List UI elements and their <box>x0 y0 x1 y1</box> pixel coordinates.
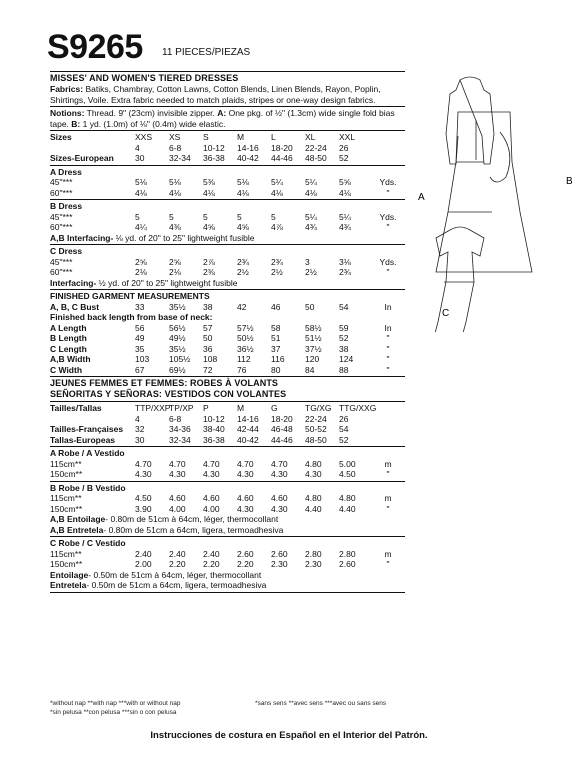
robe-a-metres-cell: 5.00 <box>339 458 356 469</box>
tallas-europeas-cell: 30 <box>135 434 145 445</box>
a-yardage-label: 60"*** <box>50 187 73 198</box>
robe-c-metres-cell: 2.40 <box>135 548 152 559</box>
length-row <box>50 354 405 365</box>
a-yardage-unit: " <box>386 187 390 198</box>
robe-b-metres-cell: 4.40 <box>339 503 356 514</box>
robe-b-metres-cell: 4.60 <box>169 493 186 503</box>
robe-c-heading: C Robe / C Vestido <box>50 538 126 548</box>
a-yardage-cell: 4⅛ <box>237 187 249 198</box>
length-row <box>50 323 405 334</box>
robe-a-metres-unit: " <box>386 469 390 479</box>
c-yardage-cell: 2⅛ <box>169 267 181 277</box>
a-yardage-cell: 4⅛ <box>305 187 317 198</box>
robe-a-metres-label: 150cm** <box>50 469 83 479</box>
a-yardage-cell: 5⅛ <box>135 177 147 187</box>
robe-c-metres-label: 115cm** <box>50 548 82 559</box>
tallas-num-cell: 18-20 <box>271 413 293 424</box>
c-yardage-cell: 2⅝ <box>169 256 181 267</box>
yardage-chart <box>50 70 405 594</box>
b-yardage-cell: 5 <box>271 211 276 222</box>
c-yardage-cell: 2¾ <box>237 256 249 267</box>
length-unit: " <box>386 333 390 343</box>
tallas-europeas-row <box>50 435 405 446</box>
b-yardage-unit: Yds. <box>379 211 397 222</box>
robe-c-metres-cell: 2.60 <box>271 548 288 559</box>
sizes-label: Sizes <box>50 132 72 142</box>
robe-c-metres-cell: 2.80 <box>305 548 322 559</box>
robe-b-metres-row <box>50 504 405 515</box>
ab-entretela: A,B Entretela- 0.80m de 51cm a 64cm, ligera, termoadhesiva <box>50 524 284 535</box>
ab-interfacing: A,B Interfacing- ⅛ yd. of 20" to 25" lightweight fusible <box>50 232 255 243</box>
label-a: A <box>418 192 425 203</box>
length-cell: 124 <box>339 354 354 364</box>
a-yardage-row <box>50 177 405 188</box>
view-c-heading: C Dress <box>50 246 83 256</box>
length-cell: 37½ <box>305 343 322 354</box>
tallas-num-cell: 6-8 <box>169 413 182 424</box>
view-b-heading: B Dress <box>50 201 83 211</box>
b-yardage-cell: 5¼ <box>305 211 317 222</box>
robe-b-metres-cell: 3.90 <box>135 503 152 514</box>
tailles-francaises-cell: 38-40 <box>203 424 225 434</box>
tailles-francaises-cell: 32 <box>135 424 145 434</box>
robe-b-metres-cell: 4.60 <box>203 493 220 503</box>
length-cell: 56 <box>135 322 145 333</box>
length-label: C Length <box>50 343 87 354</box>
a-yardage-cell: 4⅛ <box>339 187 351 198</box>
finished-measurements-heading: FINISHED GARMENT MEASUREMENTS <box>50 291 210 301</box>
length-cell: 103 <box>135 354 150 364</box>
robe-c-metres-label: 150cm** <box>50 559 83 569</box>
robe-c-metres-cell: 2.30 <box>271 559 288 569</box>
dress-illustrations <box>408 72 578 332</box>
sizes-european-cell: 30 <box>135 153 145 163</box>
view-a-heading: A Dress <box>50 166 82 177</box>
sizes-european-cell: 36-38 <box>203 153 225 163</box>
robe-a-metres-row <box>50 469 405 480</box>
robe-c-metres-cell: 2.60 <box>237 548 254 559</box>
robe-b-metres-cell: 4.60 <box>271 493 288 503</box>
sizes-num-cell: 22-24 <box>305 142 327 153</box>
tailles-francaises-cell: 42-44 <box>237 424 259 434</box>
length-unit: " <box>386 343 390 354</box>
robe-b-metres-cell: 4.60 <box>237 493 254 503</box>
tailles-francaises-cell: 54 <box>339 424 349 434</box>
sizes-num-cell: 6-8 <box>169 142 182 153</box>
length-cell: 56½ <box>169 322 186 333</box>
b-yardage-unit: " <box>386 222 390 232</box>
c-yardage-unit: " <box>386 267 390 277</box>
sizes-european-cell: 40-42 <box>237 153 259 163</box>
sizes-num-cell: 26 <box>339 142 349 153</box>
robe-a-metres-cell: 4.30 <box>135 469 152 479</box>
c-yardage-cell: 3⅛ <box>339 256 351 267</box>
tailles-francaises-label: Tailles-Françaises <box>50 424 124 434</box>
sizes-european-cell: 44-46 <box>271 153 293 163</box>
a-yardage-cell: 4⅛ <box>203 187 215 198</box>
robe-c-metres-cell: 2.30 <box>305 559 322 569</box>
length-cell: 76 <box>237 364 247 375</box>
a-yardage-label: 45"*** <box>50 177 73 187</box>
length-unit: " <box>386 364 390 375</box>
tallas-cell: TTP/XXP <box>135 403 171 413</box>
sizes-european-label: Sizes-European <box>50 153 114 163</box>
robe-c-metres-cell: 2.40 <box>169 548 186 559</box>
robe-b-metres-cell: 4.50 <box>135 493 152 503</box>
sizes-num-cell: 4 <box>135 142 140 153</box>
robe-a-metres-unit: m <box>384 458 392 469</box>
b-yardage-cell: 4¾ <box>305 222 317 232</box>
robe-a-metres-label: 115cm** <box>50 458 82 469</box>
footnote-spanish: *sin pelusa **con pelusa ***sin o con pelusa <box>50 709 177 716</box>
b-yardage-cell: 5 <box>203 211 208 222</box>
a-yardage-cell: 5⅝ <box>339 177 351 187</box>
c-yardage-cell: 2⅛ <box>135 267 147 277</box>
a-yardage-cell: 4⅛ <box>271 187 283 198</box>
tailles-francaises-row <box>50 424 405 435</box>
sizes-num-cell: 18-20 <box>271 142 293 153</box>
length-cell: 36½ <box>237 343 254 354</box>
length-cell: 80 <box>271 364 281 375</box>
c-yardage-cell: 2⅜ <box>203 267 215 277</box>
robe-a-metres-cell: 4.70 <box>237 458 254 469</box>
length-cell: 84 <box>305 364 315 375</box>
length-cell: 35 <box>135 343 145 354</box>
tallas-europeas-cell: 44-46 <box>271 434 293 445</box>
length-cell: 72 <box>203 364 213 375</box>
robe-c-metres-cell: 2.20 <box>169 559 186 569</box>
tallas-cell: TG/XG <box>305 403 332 413</box>
sizes-european-row <box>50 153 405 164</box>
length-cell: 116 <box>271 354 285 364</box>
a-yardage-row <box>50 188 405 199</box>
robe-b-metres-cell: 4.00 <box>203 503 220 514</box>
a-yardage-cell: 5⅜ <box>203 177 215 187</box>
bust-cell: 33 <box>135 301 145 312</box>
bust-cell: 46 <box>271 301 281 312</box>
tallas-cell: TP/XP <box>169 403 194 413</box>
sizes-european-cell: 48-50 <box>305 153 327 163</box>
tallas-europeas-cell: 32-34 <box>169 434 191 445</box>
b-yardage-row <box>50 222 405 233</box>
robe-b-metres-cell: 4.30 <box>271 503 288 514</box>
notions-paragraph: Notions: Thread. 9" (23cm) invisible zipper. A: One pkg. of ½" (1.3cm) wide single fold bias tape. B: 1 yd. (1.0m) of ⅛" (0.4m) wide elastic. <box>50 108 395 129</box>
sizes-cell: XL <box>305 132 316 142</box>
tallas-europeas-label: Tallas-Europeas <box>50 434 116 445</box>
c-entretela: Entretela- 0.50m de 51cm a 64cm, ligera, termoadhesiva <box>50 580 267 590</box>
c-yardage-row <box>50 257 405 268</box>
sizes-european-cell: 32-34 <box>169 153 191 163</box>
tallas-num-label <box>50 414 135 425</box>
english-title: MISSES' AND WOMEN'S TIERED DRESSES <box>50 73 239 83</box>
c-entoilage: Entoilage- 0.50m de 51cm à 64cm, léger, thermocollant <box>50 569 262 580</box>
length-row <box>50 365 405 376</box>
a-yardage-unit: Yds. <box>379 177 397 187</box>
length-row <box>50 344 405 355</box>
length-cell: 35½ <box>169 343 186 354</box>
length-cell: 88 <box>339 364 349 375</box>
c-yardage-cell: 2⅝ <box>135 256 147 267</box>
length-cell: 69½ <box>169 364 186 375</box>
c-interfacing: Interfacing- ½ yd. of 20" to 25" lightweight fusible <box>50 277 238 288</box>
b-yardage-cell: 4⅝ <box>203 222 215 232</box>
c-yardage-cell: 2¾ <box>339 267 351 277</box>
label-c: C <box>442 308 450 319</box>
length-cell: 112 <box>237 354 251 364</box>
length-cell: 49½ <box>169 333 186 343</box>
b-yardage-cell: 5 <box>237 211 242 222</box>
spanish-title-1: JEUNES FEMMES ET FEMMES: ROBES À VOLANTS <box>50 378 279 388</box>
b-yardage-cell: 4⅝ <box>237 222 249 232</box>
tallas-num-cell: 14-16 <box>237 413 259 424</box>
tallas-label: Tailles/Tallas <box>50 403 102 413</box>
b-yardage-cell: 4¼ <box>135 222 147 232</box>
length-cell: 120 <box>305 354 320 364</box>
a-yardage-cell: 5⅛ <box>237 177 249 187</box>
robe-c-metres-cell: 2.20 <box>237 559 254 569</box>
tallas-num-cell: 22-24 <box>305 413 327 424</box>
robe-c-metres-cell: 2.60 <box>339 559 356 569</box>
footnote-french: *sans sens **avec sens ***avec ou sans sens <box>255 700 387 707</box>
sizes-cell: S <box>203 132 209 142</box>
spanish-instructions-note: Instrucciones de costura en Español en el Interior del Patrón. <box>150 730 428 741</box>
robe-c-metres-unit: m <box>384 548 392 559</box>
sizes-row <box>50 132 405 143</box>
sizes-cell: XXL <box>339 132 356 142</box>
length-cell: 57½ <box>237 322 254 333</box>
length-cell: 50½ <box>237 333 254 343</box>
a-yardage-cell: 4⅛ <box>135 187 147 198</box>
length-cell: 50 <box>203 333 213 343</box>
robe-a-metres-cell: 4.50 <box>339 469 356 479</box>
length-cell: 37 <box>271 343 281 354</box>
tallas-cell: M <box>237 403 245 413</box>
robe-a-heading: A Robe / A Vestido <box>50 448 125 458</box>
tallas-row <box>50 403 405 414</box>
sizes-cell: M <box>237 132 245 142</box>
robe-a-metres-cell: 4.30 <box>271 469 288 479</box>
bust-cell: 42 <box>237 301 247 312</box>
length-cell: 36 <box>203 343 213 354</box>
tallas-cell: P <box>203 403 209 413</box>
robe-c-metres-row <box>50 549 405 560</box>
tallas-num-cell: 10-12 <box>203 413 225 424</box>
robe-a-metres-cell: 4.30 <box>305 469 322 479</box>
sizes-num-cell: 10-12 <box>203 142 225 153</box>
b-yardage-cell: 5 <box>135 211 140 222</box>
robe-b-heading: B Robe / B Vestido <box>50 482 126 493</box>
sizes-cell: L <box>271 132 276 142</box>
robe-a-metres-cell: 4.30 <box>237 469 254 479</box>
robe-a-metres-row <box>50 459 405 470</box>
robe-c-metres-cell: 2.40 <box>203 548 220 559</box>
c-yardage-cell: 2½ <box>305 267 317 277</box>
tallas-europeas-cell: 40-42 <box>237 434 259 445</box>
robe-c-metres-unit: " <box>386 559 390 569</box>
spanish-yardage-table <box>50 403 405 591</box>
spanish-title-2: SEÑORITAS Y SEÑORAS: VESTIDOS CON VOLANTES <box>50 389 287 399</box>
robe-c-metres-cell: 2.20 <box>203 559 220 569</box>
length-cell: 108 <box>203 354 218 364</box>
robe-b-metres-cell: 4.80 <box>305 493 322 503</box>
tallas-europeas-cell: 36-38 <box>203 434 225 445</box>
sizes-cell: XXS <box>135 132 153 142</box>
length-cell: 58 <box>271 322 281 333</box>
b-yardage-cell: 4⅞ <box>271 222 283 232</box>
length-cell: 51 <box>271 333 281 343</box>
b-yardage-row <box>50 212 405 223</box>
bust-row <box>50 302 405 313</box>
bust-cell: 35½ <box>169 301 186 312</box>
c-yardage-cell: 2½ <box>271 267 283 277</box>
tallas-cell: G <box>271 403 278 413</box>
length-label: A Length <box>50 322 87 333</box>
length-cell: 52 <box>339 333 349 343</box>
length-cell: 67 <box>135 364 145 375</box>
robe-a-metres-cell: 4.80 <box>305 458 322 469</box>
robe-a-metres-cell: 4.70 <box>135 458 152 469</box>
length-cell: 49 <box>135 333 145 343</box>
robe-a-metres-cell: 4.70 <box>271 458 288 469</box>
length-row <box>50 333 405 344</box>
tailles-francaises-cell: 50-52 <box>305 424 327 434</box>
robe-a-metres-cell: 4.30 <box>169 469 186 479</box>
length-cell: 38 <box>339 343 349 354</box>
length-cell: 58½ <box>305 322 322 333</box>
c-yardage-unit: Yds. <box>379 256 397 267</box>
length-cell: 105½ <box>169 354 191 364</box>
length-cell: 57 <box>203 322 213 333</box>
length-cell: 59 <box>339 322 349 333</box>
robe-a-metres-cell: 4.30 <box>203 469 220 479</box>
b-yardage-cell: 5¼ <box>339 211 351 222</box>
sizes-num-row <box>50 143 405 154</box>
robe-a-metres-cell: 4.70 <box>169 458 186 469</box>
b-yardage-cell: 4¾ <box>339 222 351 232</box>
c-yardage-cell: 2¾ <box>271 256 283 267</box>
b-yardage-label: 45"*** <box>50 211 73 222</box>
tallas-num-cell: 26 <box>339 413 349 424</box>
fabrics-paragraph: Fabrics: Batiks, Chambray, Cotton Lawns, Cotton Blends, Linen Blends, Rayon, Poplin, Shirtings, Voile. Extra fabric needed to match plaids, stripes or one-way design fabrics. <box>50 84 381 105</box>
b-yardage-label: 60"*** <box>50 222 73 232</box>
ab-entoilage: A,B Entoilage- 0.80m de 51cm à 64cm, léger, thermocollant <box>50 514 279 524</box>
length-unit: " <box>386 354 390 364</box>
robe-b-metres-label: 115cm** <box>50 493 82 503</box>
dress-sketches <box>408 72 578 332</box>
english-yardage-table <box>50 132 405 375</box>
tailles-francaises-cell: 46-48 <box>271 424 293 434</box>
sizes-cell: XS <box>169 132 181 142</box>
c-yardage-label: 45"*** <box>50 256 73 267</box>
tailles-francaises-cell: 34-36 <box>169 424 191 434</box>
bust-unit: In <box>384 301 392 312</box>
c-yardage-label: 60"*** <box>50 267 73 277</box>
c-yardage-row <box>50 267 405 278</box>
a-yardage-cell: 5¼ <box>271 177 283 187</box>
robe-c-metres-row <box>50 559 405 570</box>
robe-b-metres-cell: 4.00 <box>169 503 186 514</box>
bust-label: A, B, C Bust <box>50 301 100 312</box>
label-b: B <box>566 176 573 187</box>
tallas-cell: TTG/XXG <box>339 403 377 413</box>
bust-cell: 54 <box>339 301 349 312</box>
bust-cell: 50 <box>305 301 315 312</box>
pattern-number: S9265 <box>47 28 143 66</box>
robe-b-metres-unit: " <box>386 503 390 514</box>
length-label: C Width <box>50 364 83 375</box>
back-length-note: Finished back length from base of neck: <box>50 312 213 322</box>
tallas-europeas-cell: 48-50 <box>305 434 327 445</box>
pieces-count: 11 PIECES/PIEZAS <box>162 47 251 58</box>
bust-cell: 38 <box>203 301 213 312</box>
a-yardage-cell: 5¼ <box>305 177 317 187</box>
robe-b-metres-label: 150cm** <box>50 503 83 514</box>
tallas-num-cell: 4 <box>135 413 140 424</box>
sizes-num-label <box>50 143 135 154</box>
tallas-num-row <box>50 414 405 425</box>
robe-c-metres-cell: 2.80 <box>339 548 356 559</box>
a-yardage-cell: 4⅛ <box>169 187 181 198</box>
b-yardage-cell: 4⅜ <box>169 222 181 232</box>
length-unit: In <box>384 322 392 333</box>
robe-b-metres-cell: 4.30 <box>237 503 254 514</box>
c-yardage-cell: 2½ <box>237 267 249 277</box>
c-yardage-cell: 2⅞ <box>203 256 215 267</box>
robe-b-metres-cell: 4.40 <box>305 503 322 514</box>
footnote-english: *without nap **with nap ***with or without nap <box>50 700 181 707</box>
b-yardage-cell: 5 <box>169 211 174 222</box>
length-label: A,B Width <box>50 354 91 364</box>
a-yardage-cell: 5⅛ <box>169 177 181 187</box>
length-label: B Length <box>50 333 87 343</box>
sizes-european-cell: 52 <box>339 153 349 163</box>
sizes-num-cell: 14-16 <box>237 142 259 153</box>
length-cell: 51½ <box>305 333 322 343</box>
c-yardage-cell: 3 <box>305 256 310 267</box>
robe-a-metres-cell: 4.70 <box>203 458 220 469</box>
robe-b-metres-row <box>50 493 405 504</box>
robe-b-metres-unit: m <box>384 493 392 503</box>
tallas-europeas-cell: 52 <box>339 434 349 445</box>
robe-c-metres-cell: 2.00 <box>135 559 152 569</box>
robe-b-metres-cell: 4.80 <box>339 493 356 503</box>
